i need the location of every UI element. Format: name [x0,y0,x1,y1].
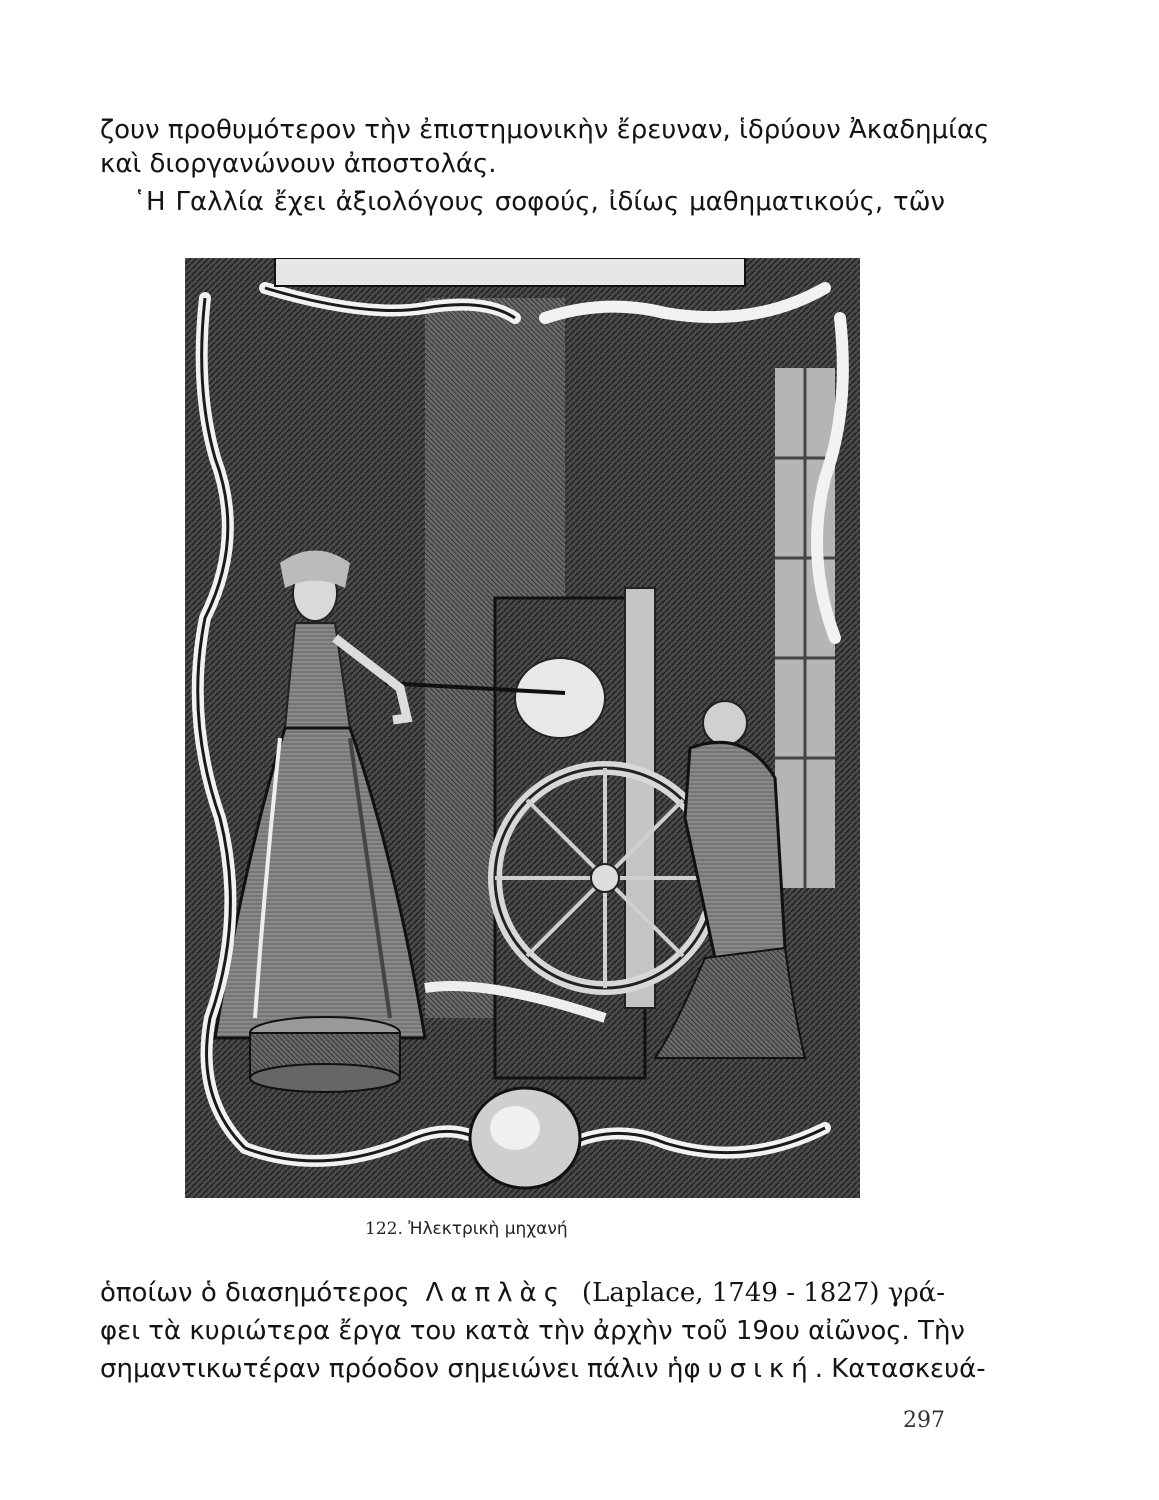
engraving-illustration [185,258,860,1198]
figure-number: 122. [365,1219,403,1239]
figure-caption [365,1218,568,1240]
text-fragment: . Κατασκευά- [814,1354,986,1384]
text-fragment-group [683,1352,985,1386]
text-line: καὶ διοργανώνουν ἀποστολάς. [100,149,497,179]
text-line: ῾Η Γαλλία ἔχει ἀξιολόγους σοφούς, ἰδίως μαθηματικούς, τῶν [133,187,945,217]
text-line: ζουν προθυμότερον τὴν ἐπιστημονικὴν ἔρευναν, ἱδρύουν Ἀκαδημίας [100,115,990,145]
text-line: φει τὰ κυριώτερα ἔργα του κατὰ τὴν ἀρχὴν τοῦ 19ου αἰῶνος. Τὴν [100,1316,965,1346]
text-line [100,1352,986,1386]
text-line [100,1276,945,1310]
person-name-spaced: Λαπλὰς [425,1278,566,1308]
page-number: 297 [903,1408,945,1433]
text-fragment: σημαντικωτέραν πρόοδον σημειώνει πάλιν ἡ [100,1354,684,1384]
text-fragment: ὁποίων ὁ διασημότερος [100,1278,410,1308]
term-spaced: φυσική [683,1354,815,1384]
text-fragment: (Laplace, 1749 - 1827) γρά- [581,1278,945,1308]
figure-caption-text: Ἠλεκτρικὴ μηχανή [408,1219,568,1239]
